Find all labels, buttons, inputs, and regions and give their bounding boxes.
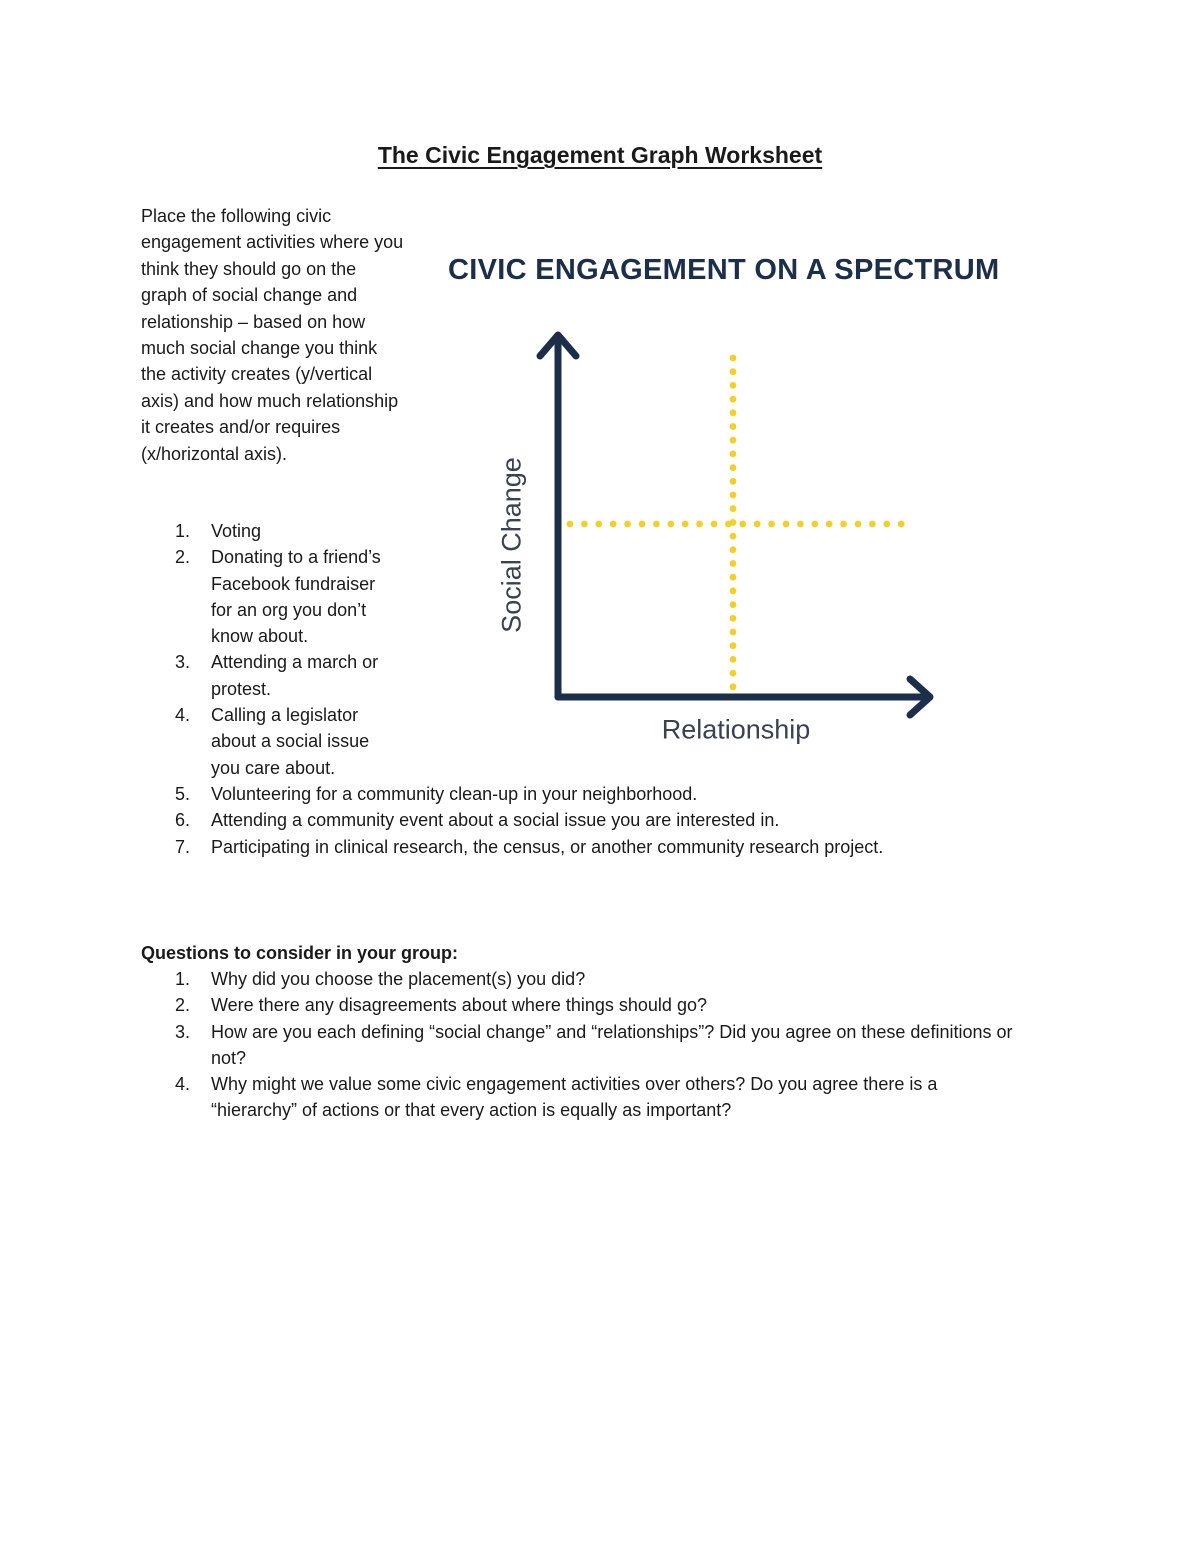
dot <box>730 601 737 608</box>
graph-title: CIVIC ENGAGEMENT ON A SPECTRUM <box>448 254 1000 286</box>
item-number: 2. <box>175 995 191 1016</box>
dot <box>682 521 689 528</box>
dot <box>855 521 862 528</box>
list-item <box>141 702 401 781</box>
list-item <box>141 544 401 649</box>
dot <box>730 464 737 471</box>
dot <box>797 521 804 528</box>
item-text: Why might we value some civic engagement activities over others? Do you agree there is a “hierarchy” of actions or that every action is equally as important? <box>211 1074 938 1121</box>
item-number: 6. <box>175 810 191 831</box>
questions-heading: Questions to consider in your group: <box>141 943 459 963</box>
dot <box>869 521 876 528</box>
item-number: 4. <box>175 1074 191 1095</box>
item-text: Volunteering for a community clean-up in your neighborhood. <box>211 783 698 804</box>
dot <box>730 492 737 499</box>
dot <box>730 670 737 677</box>
list-item <box>141 649 401 702</box>
item-number: 3. <box>175 652 191 673</box>
y-axis-label: Social Change <box>496 457 527 633</box>
list-item <box>141 807 1031 833</box>
dot <box>730 560 737 567</box>
dot <box>783 521 790 528</box>
dot <box>730 437 737 444</box>
list-item <box>141 1071 1021 1124</box>
dot <box>639 521 646 528</box>
dot <box>730 546 737 553</box>
dot <box>768 521 775 528</box>
dot <box>595 521 602 528</box>
dot <box>730 382 737 389</box>
list-item <box>141 966 1021 992</box>
item-number: 1. <box>175 969 191 989</box>
item-number: 1. <box>175 521 191 541</box>
dot <box>624 521 631 528</box>
item-text: Were there any disagreements about where things should go? <box>211 995 707 1016</box>
dot <box>898 521 905 528</box>
dot <box>730 368 737 375</box>
dot <box>730 409 737 416</box>
dot <box>826 521 833 528</box>
dot <box>725 521 732 528</box>
item-number: 2. <box>175 547 191 568</box>
dot <box>610 521 617 528</box>
dot <box>567 521 574 528</box>
list-item <box>141 518 401 544</box>
dot <box>754 521 761 528</box>
dot <box>730 505 737 512</box>
dot <box>581 521 588 528</box>
item-text: Donating to a friend’s Facebook fundraiser for an org you don’t know about. <box>211 547 381 647</box>
dot <box>739 521 746 528</box>
item-text: Voting <box>211 521 262 541</box>
item-text: Calling a legislator about a social issue you care about. <box>211 705 370 778</box>
item-number: 7. <box>175 836 191 857</box>
dot <box>730 451 737 458</box>
dot <box>667 521 674 528</box>
item-text: Participating in clinical research, the census, or another community research project. <box>211 836 884 857</box>
dot <box>730 615 737 622</box>
dot <box>730 396 737 403</box>
list-item <box>141 781 1031 807</box>
page-title: The Civic Engagement Graph Worksheet <box>377 142 823 168</box>
item-text: Attending a march or protest. <box>211 652 379 699</box>
dot <box>730 629 737 636</box>
dot <box>711 521 718 528</box>
dot <box>653 521 660 528</box>
dot <box>730 423 737 430</box>
dot <box>730 533 737 540</box>
item-text: Attending a community event about a social issue you are interested in. <box>211 810 780 831</box>
dot <box>696 521 703 528</box>
list-item <box>141 992 1021 1018</box>
questions-list <box>141 966 1021 1124</box>
item-number: 5. <box>175 783 191 804</box>
dot <box>730 588 737 595</box>
dot <box>730 642 737 649</box>
x-axis-label: Relationship <box>661 714 811 745</box>
dot <box>730 656 737 663</box>
y-axis-arrow <box>540 335 576 697</box>
dot <box>883 521 890 528</box>
item-number: 4. <box>175 705 191 726</box>
item-number: 3. <box>175 1021 191 1042</box>
dot <box>840 521 847 528</box>
list-item <box>141 834 1031 860</box>
dot <box>811 521 818 528</box>
civic-engagement-spectrum-graph <box>440 240 1000 760</box>
dot <box>730 355 737 362</box>
list-item <box>141 1019 1021 1072</box>
dot <box>730 478 737 485</box>
dot <box>730 574 737 581</box>
instructions-paragraph: Place the following civic engagement activities where you think they should go on the graph of social change and relationship – based on how much social change you think the activity creates (y/vertical axis) and how much relationship it creates and/or requires (x/horizontal axis). <box>141 206 404 464</box>
x-axis-arrow <box>558 679 930 715</box>
dot <box>730 683 737 690</box>
item-text: How are you each defining “social change” and “relationships”? Did you agree on these definitions or not? <box>211 1021 1013 1068</box>
item-text: Why did you choose the placement(s) you did? <box>211 969 586 989</box>
